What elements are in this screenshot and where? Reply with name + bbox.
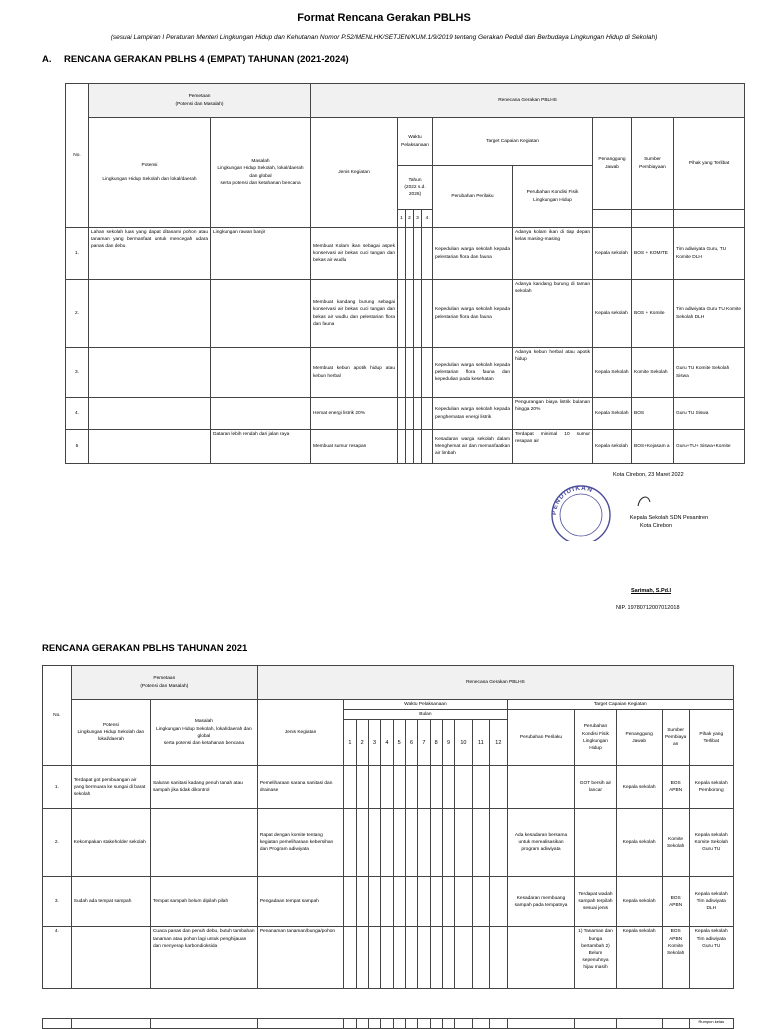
cell-no: 2. bbox=[66, 280, 89, 348]
t2-header-kondisi: Perubahan Kondisi Fisik Lingkungan Hidup bbox=[575, 710, 616, 766]
cell-m bbox=[356, 877, 368, 927]
cell-y3 bbox=[414, 430, 422, 464]
cell-m bbox=[368, 877, 380, 927]
header-jenis: Jenis Kegiatan bbox=[311, 118, 398, 228]
t2-month-3: 3 bbox=[368, 720, 380, 766]
header-pj: Penanggung Jawab bbox=[593, 118, 632, 210]
stamp-seal-icon bbox=[546, 481, 616, 541]
cell-jenis: Membuat Kolam ikan sebagai aspek konservasi air bekas cuci tangan dan bekas air wudlu bbox=[311, 228, 398, 280]
section-a-heading bbox=[42, 54, 349, 65]
cell-perilaku: Kesadaran membuang sampah pada tempatnya bbox=[507, 877, 575, 927]
cell-potensi bbox=[89, 280, 211, 348]
cell-y3 bbox=[414, 398, 422, 430]
cell-y1 bbox=[398, 228, 406, 280]
section-a-number: A. bbox=[42, 54, 52, 65]
table-annual-plan-continued bbox=[42, 1018, 734, 1029]
t2-header-pemetaan-sub: (Potensi dan Masalah) bbox=[140, 683, 189, 689]
cell-pj: Kepala sekolah bbox=[616, 809, 662, 877]
header-masalah-label: Masalah bbox=[251, 159, 270, 165]
cell-masalah: Cuaca panas dan penuh debu, butuh tambahan tanaman atau pohon lagi untuk penghijauan dan menyerap karbondioksida bbox=[150, 927, 257, 989]
header-sumber-blank bbox=[632, 210, 674, 228]
cell-sumber: BOS+Kejasam a bbox=[632, 430, 674, 464]
header-target: Target Capaian Kegiatan bbox=[433, 118, 593, 166]
table-row bbox=[66, 280, 745, 348]
t2-header-masalah bbox=[150, 700, 257, 766]
t2-header-perubahan: Perubahan Perilaku bbox=[507, 710, 575, 766]
t2-header-no: No. bbox=[43, 666, 72, 766]
header-rencana: Renecana Gerakan PBLHS bbox=[311, 84, 745, 118]
cell-pj: Kepala sekolah bbox=[593, 430, 632, 464]
header-year-1: 1 bbox=[398, 210, 406, 228]
table-row bbox=[66, 228, 745, 280]
header-potensi bbox=[89, 118, 211, 228]
cell-m bbox=[418, 927, 430, 989]
cell-potensi bbox=[71, 927, 150, 989]
cell-m bbox=[381, 927, 393, 989]
table-row bbox=[66, 430, 745, 464]
cell-perilaku: Kepedulian warga sekolah kepada pelestarian flora fauna dan kepedulian pada kesehatan bbox=[433, 348, 513, 398]
cell-pihak: Kepala sekolah Pemborong bbox=[689, 766, 734, 809]
cell-pj: Kepala sekolah bbox=[616, 927, 662, 989]
sign-name: Sarimah, S.Pd.I bbox=[631, 588, 672, 594]
cell-kondisi: GOT bersih air lancar bbox=[575, 766, 616, 809]
cell-masalah: Saluran sanitasi kadang penuh tanah atau sampah jika tidak dikontrol bbox=[150, 766, 257, 809]
cell-pj: Kepala Sekolah bbox=[593, 348, 632, 398]
cell-pihak: Kepala sekolah Tim adiwiyata DLH bbox=[689, 877, 734, 927]
cell-m bbox=[455, 809, 472, 877]
header-pj-blank bbox=[593, 210, 632, 228]
cell-perilaku: Kepedulian warga sekolah kepada pelestarian flora dan fauna bbox=[433, 280, 513, 348]
cell-kondisi: Pengurangan biaya listrik bulanan hingga 20% bbox=[513, 398, 593, 430]
cell-m bbox=[381, 877, 393, 927]
cell-m bbox=[418, 809, 430, 877]
cell-m bbox=[490, 809, 507, 877]
header-pihak: Pihak yang Terlibat bbox=[674, 118, 745, 210]
cell-jenis: Pengadaan tempat sampah bbox=[257, 877, 343, 927]
cell-jenis: Hemat energi listrik 20% bbox=[311, 398, 398, 430]
cell bbox=[257, 1019, 343, 1029]
header-perubahan: Perubahan Perilaku bbox=[433, 166, 513, 228]
cell-potensi bbox=[89, 348, 211, 398]
header-year-4: 4 bbox=[422, 210, 433, 228]
cell-m bbox=[490, 927, 507, 989]
cell-y2 bbox=[406, 348, 414, 398]
t2-header-pj: Penanggung Jawab bbox=[616, 710, 662, 766]
cell-potensi bbox=[89, 398, 211, 430]
cell-m bbox=[442, 809, 454, 877]
t2-header-bulan: Bulan bbox=[344, 710, 507, 720]
t2-header-rencana: Renecana Gerakan PBLHS bbox=[257, 666, 733, 700]
t2-month-9: 9 bbox=[442, 720, 454, 766]
cell-pj: Kepala sekolah bbox=[616, 766, 662, 809]
cell-m bbox=[356, 766, 368, 809]
cell-potensi: Lahan sekolah luas yang dapat ditanami pohon atau tanaman yang bermanfaat untuk mencegah udara panas dan debu bbox=[89, 228, 211, 280]
cell-m bbox=[381, 809, 393, 877]
cell-pj: Kepala Sekolah bbox=[593, 398, 632, 430]
cell-m bbox=[418, 1019, 430, 1029]
cell-y4 bbox=[422, 348, 433, 398]
cell-y1 bbox=[398, 348, 406, 398]
cell-no: 2. bbox=[43, 809, 72, 877]
table-4-year-plan bbox=[65, 83, 745, 464]
cell-masalah bbox=[211, 398, 311, 430]
cell-y2 bbox=[406, 398, 414, 430]
cell-m bbox=[405, 766, 417, 809]
cell-no: 1. bbox=[66, 228, 89, 280]
cell-m bbox=[490, 877, 507, 927]
cell bbox=[43, 1019, 72, 1029]
cell-m bbox=[442, 877, 454, 927]
cell-m bbox=[356, 809, 368, 877]
cell-m bbox=[393, 1019, 405, 1029]
table-row bbox=[43, 927, 734, 989]
table-row bbox=[66, 348, 745, 398]
cell-no: 5 bbox=[66, 430, 89, 464]
cell-pihak: Guru TU Siswa bbox=[674, 398, 745, 430]
cell-y1 bbox=[398, 398, 406, 430]
t2-month-2: 2 bbox=[356, 720, 368, 766]
cell-sumber: BOS + Komite bbox=[632, 280, 674, 348]
cell-y4 bbox=[422, 280, 433, 348]
header-masalah bbox=[211, 118, 311, 228]
cell-perilaku bbox=[507, 766, 575, 809]
cell-jenis: Penanaman tanaman/bunga/pohon bbox=[257, 927, 343, 989]
cell-pihak: Tim adiwiyata Guru, TU Komite DLH bbox=[674, 228, 745, 280]
t2-month-8: 8 bbox=[430, 720, 442, 766]
cell bbox=[507, 1019, 575, 1029]
cell-sumber: BOS bbox=[632, 398, 674, 430]
t2-month-10: 10 bbox=[455, 720, 472, 766]
cell-y2 bbox=[406, 280, 414, 348]
cell-sumber: BOS APBN Komite Sekolah bbox=[662, 927, 689, 989]
cell-no: 4. bbox=[43, 927, 72, 989]
cell-masalah bbox=[211, 348, 311, 398]
cell-pihak: Rumpun kelas bbox=[689, 1019, 733, 1029]
sign-role: Kepala Sekolah SDN Pesantren bbox=[629, 515, 709, 521]
header-pemetaan bbox=[89, 84, 311, 118]
header-tahun-label: Tahun bbox=[408, 177, 422, 183]
t2-header-masalah-label: Masalah bbox=[194, 719, 213, 725]
t2-month-6: 6 bbox=[405, 720, 417, 766]
cell-m bbox=[381, 766, 393, 809]
header-year-3: 3 bbox=[414, 210, 422, 228]
cell-potensi bbox=[89, 430, 211, 464]
header-potensi-sub: Lingkungan Hidup Sekolah dan lokal/daerah bbox=[102, 177, 197, 183]
cell-kondisi: Terdapat wadah sampah terpilah sesuai jenis bbox=[575, 877, 616, 927]
t2-header-potensi-label: Potensi bbox=[102, 722, 119, 728]
cell-m bbox=[381, 1019, 393, 1029]
cell-m bbox=[405, 1019, 417, 1029]
cell-m bbox=[405, 877, 417, 927]
cell-potensi: Terdapat got pembuangan air yang bermuara ke sungai di barat sekolah bbox=[71, 766, 150, 809]
cell bbox=[150, 1019, 257, 1029]
header-masalah-sub1: Lingkungan Hidup Sekolah, lokal/daerah dan global bbox=[217, 166, 304, 179]
table-row bbox=[43, 1019, 734, 1029]
cell-y2 bbox=[406, 228, 414, 280]
cell-y4 bbox=[422, 228, 433, 280]
cell-m bbox=[430, 877, 442, 927]
header-waktu: Waktu Pelaksanaan bbox=[398, 118, 433, 166]
cell-m bbox=[344, 927, 356, 989]
cell bbox=[575, 1019, 616, 1029]
cell-m bbox=[455, 1019, 472, 1029]
header-kondisi: Perubahan Kondisi Fisik Lingkungan Hidup bbox=[513, 166, 593, 228]
cell-pihak: Kepala sekolah Tim adiwiyata Guru TU bbox=[689, 927, 734, 989]
header-tahun bbox=[398, 166, 433, 210]
header-potensi-label: Potensi bbox=[141, 162, 158, 168]
cell-m bbox=[455, 766, 472, 809]
cell-m bbox=[455, 927, 472, 989]
sign-city: Kota Cirebon bbox=[639, 523, 673, 529]
header-year-2: 2 bbox=[406, 210, 414, 228]
cell-perilaku: Kesadaran warga sekolah dalam Menghemat air dan memanfaatkan air limbah bbox=[433, 430, 513, 464]
header-pemetaan-sub: (Potensi dan Masalah) bbox=[175, 101, 224, 107]
cell-m bbox=[472, 927, 489, 989]
cell-kondisi: Adanya kandang burung di taman sekolah bbox=[513, 280, 593, 348]
document-subtitle: (sesuai Lampiran I Peraturan Menteri Lingkungan Hidup dan Kehutanan Nomor P.52/MENLHK/SETJEN/KUM.1/9/2019 tentang Gerakan Peduli dan Berbudaya Lingkungan Hidup di Sekolah) bbox=[110, 34, 658, 41]
cell-kondisi: Adanya kolam ikan di tiap depan kelas masing-masing bbox=[513, 228, 593, 280]
cell-m bbox=[344, 1019, 356, 1029]
table-annual-plan bbox=[42, 665, 734, 989]
t2-header-masalah-sub1: Lingkungan Hidup Sekolah, lokal/daerah dan global bbox=[156, 726, 252, 739]
cell-m bbox=[430, 766, 442, 809]
cell bbox=[616, 1019, 662, 1029]
header-sumber: Sumber Pembiayaan bbox=[632, 118, 674, 210]
cell-m bbox=[393, 766, 405, 809]
cell-perilaku: Kepedulian warga sekolah kepada pelestarian flora dan fauna bbox=[433, 228, 513, 280]
cell-m bbox=[430, 1019, 442, 1029]
sign-place-date: Kota Cirebon, 23 Maret 2022 bbox=[613, 472, 684, 478]
cell-y4 bbox=[422, 398, 433, 430]
cell-m bbox=[490, 1019, 507, 1029]
cell-m bbox=[356, 927, 368, 989]
cell-m bbox=[490, 766, 507, 809]
cell-y3 bbox=[414, 280, 422, 348]
cell-m bbox=[344, 809, 356, 877]
cell-m bbox=[393, 927, 405, 989]
cell-m bbox=[405, 809, 417, 877]
cell-m bbox=[430, 809, 442, 877]
cell-kondisi: Adanya kebun herbal atau apotik hidup bbox=[513, 348, 593, 398]
header-pemetaan-label: Pemetaan bbox=[188, 94, 211, 100]
cell-m bbox=[393, 809, 405, 877]
cell-jenis: Membuat sumur resapan bbox=[311, 430, 398, 464]
cell-m bbox=[472, 809, 489, 877]
cell-potensi: Sudah ada tempat sampah bbox=[71, 877, 150, 927]
cell-kondisi: Terdapat minimal 10 sumur resapan air bbox=[513, 430, 593, 464]
cell-m bbox=[455, 877, 472, 927]
cell-pihak: Guru TU Komite Sekolah Siswa bbox=[674, 348, 745, 398]
cell-pihak: Tim adiwiyata Guru TU Komite Sekolah DLH bbox=[674, 280, 745, 348]
cell-m bbox=[356, 1019, 368, 1029]
table-row bbox=[66, 398, 745, 430]
cell-masalah: Tempat sampah belum dipilah pilah bbox=[150, 877, 257, 927]
document-title: Format Rencana Gerakan PBLHS bbox=[297, 12, 471, 24]
cell-m bbox=[472, 1019, 489, 1029]
cell-pj: Kepala sekolah bbox=[593, 228, 632, 280]
t2-month-5: 5 bbox=[393, 720, 405, 766]
cell-jenis: Rapat dengan komite tentang kegiatan pemeliharaan kebersihan dan Program adiwiyata bbox=[257, 809, 343, 877]
cell-no: 3. bbox=[66, 348, 89, 398]
cell-y3 bbox=[414, 348, 422, 398]
section-a-title: RENCANA GERAKAN PBLHS 4 (EMPAT) TAHUNAN (2021-2024) bbox=[64, 54, 349, 65]
t2-month-11: 11 bbox=[472, 720, 489, 766]
cell-m bbox=[368, 927, 380, 989]
cell-no: 3. bbox=[43, 877, 72, 927]
cell-sumber: Komite Sekolah bbox=[632, 348, 674, 398]
t2-header-sumber: Sumber Pembiaya an bbox=[662, 710, 689, 766]
cell-masalah: Dataran lebih rendah dari jalan raya bbox=[211, 430, 311, 464]
cell-y4 bbox=[422, 430, 433, 464]
t2-header-masalah-sub2: serta potensi dan ketahanan bencana bbox=[163, 740, 245, 746]
cell-m bbox=[442, 766, 454, 809]
svg-text:PENDIDIKAN: PENDIDIKAN bbox=[550, 484, 594, 516]
cell-masalah bbox=[211, 280, 311, 348]
cell-m bbox=[472, 766, 489, 809]
cell-y2 bbox=[406, 430, 414, 464]
t2-month-4: 4 bbox=[381, 720, 393, 766]
school-stamp bbox=[546, 481, 616, 516]
cell-y1 bbox=[398, 430, 406, 464]
cell-sumber: BOS APBN bbox=[662, 766, 689, 809]
cell-m bbox=[442, 1019, 454, 1029]
cell-no: 1. bbox=[43, 766, 72, 809]
cell-pihak: Guru+TU+ Siswa+Komite bbox=[674, 430, 745, 464]
cell-m bbox=[344, 766, 356, 809]
table-row bbox=[43, 809, 734, 877]
cell-y1 bbox=[398, 280, 406, 348]
cell-kondisi: 1) Tanaman dan bunga bertambah 2) Belum sepenuhnya hijau masih bbox=[575, 927, 616, 989]
cell-perilaku bbox=[507, 927, 575, 989]
cell-kondisi bbox=[575, 809, 616, 877]
t2-header-pihak: Pihak yang Terlibat bbox=[689, 710, 734, 766]
t2-header-waktu: Waktu Pelaksanaan bbox=[344, 700, 507, 710]
t2-header-pemetaan-label: Pemetaan bbox=[153, 676, 176, 682]
cell-m bbox=[405, 927, 417, 989]
cell-m bbox=[442, 927, 454, 989]
cell-m bbox=[472, 877, 489, 927]
cell-m bbox=[393, 877, 405, 927]
cell-masalah bbox=[150, 809, 257, 877]
cell-jenis: Pemeliharaan sarana sanitasi dan drainase bbox=[257, 766, 343, 809]
table-row bbox=[43, 766, 734, 809]
sign-nip: NIP. 19780712007012018 bbox=[616, 605, 680, 611]
header-pihak-blank bbox=[674, 210, 745, 228]
cell-pj: Kepala sekolah bbox=[593, 280, 632, 348]
cell-pj: Kepala sekolah bbox=[616, 877, 662, 927]
t2-header-target: Target Capaian Kegiatan bbox=[507, 700, 733, 710]
cell-jenis: Membuat kebun apotik hidup atau kebun herbal bbox=[311, 348, 398, 398]
section-2-heading: RENCANA GERAKAN PBLHS TAHUNAN 2021 bbox=[42, 643, 248, 654]
cell-sumber: BOS APBN bbox=[662, 877, 689, 927]
cell-perilaku: Kepedulian warga sekolah kepada penghematan energi listrik bbox=[433, 398, 513, 430]
cell-jenis: Membuat kandang burung sebagai konservasi air bekas cuci tangan dan bekas air wudlu dan pelestarian flora dan fauna bbox=[311, 280, 398, 348]
signature-scribble-icon bbox=[636, 494, 658, 508]
t2-month-1: 1 bbox=[344, 720, 356, 766]
cell bbox=[662, 1019, 689, 1029]
header-masalah-sub2: serta potensi dan ketahanan bencana bbox=[220, 180, 301, 186]
t2-month-7: 7 bbox=[418, 720, 430, 766]
t2-header-potensi-sub: Lingkungan Hidup Sekolah dan lokal/daerah bbox=[77, 730, 145, 743]
t2-month-12: 12 bbox=[490, 720, 507, 766]
header-tahun-range: (2022 s.d. 2026) bbox=[404, 184, 426, 198]
cell-m bbox=[430, 927, 442, 989]
cell-sumber: BOS + KOMITE bbox=[632, 228, 674, 280]
cell-masalah: Lingkungan rawan banjir bbox=[211, 228, 311, 280]
cell bbox=[71, 1019, 150, 1029]
cell-potensi: Kekompakan stakeholder sekolah bbox=[71, 809, 150, 877]
cell-m bbox=[418, 877, 430, 927]
cell-sumber: Komite Sekolah bbox=[662, 809, 689, 877]
t2-header-pemetaan bbox=[71, 666, 257, 700]
header-no: No. bbox=[66, 84, 89, 228]
table-row bbox=[43, 877, 734, 927]
cell-m bbox=[368, 1019, 380, 1029]
cell-m bbox=[368, 766, 380, 809]
cell-pihak: Kepala sekolah Komite Sekolah Guru TU bbox=[689, 809, 734, 877]
cell-m bbox=[418, 766, 430, 809]
cell-y3 bbox=[414, 228, 422, 280]
t2-header-jenis: Jenis Kegiatan bbox=[257, 700, 343, 766]
cell-m bbox=[344, 877, 356, 927]
cell-m bbox=[368, 809, 380, 877]
cell-perilaku: Ada kesadaran bersama untuk merealisasikan program adiwiyata bbox=[507, 809, 575, 877]
t2-header-potensi bbox=[71, 700, 150, 766]
cell-no: 4. bbox=[66, 398, 89, 430]
